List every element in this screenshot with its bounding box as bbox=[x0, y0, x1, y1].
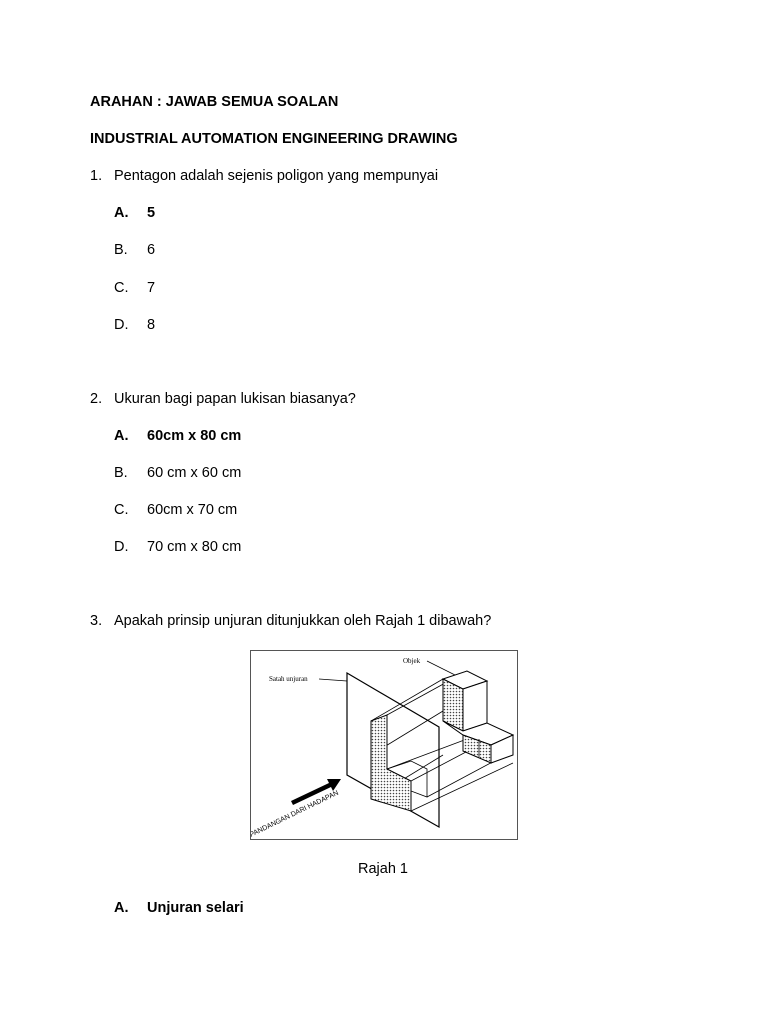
option-text: 60 cm x 60 cm bbox=[147, 465, 242, 481]
option-letter: A. bbox=[114, 205, 129, 221]
instruction-heading: ARAHAN : JAWAB SEMUA SOALAN bbox=[90, 94, 339, 110]
option-letter: D. bbox=[114, 317, 129, 333]
objek-label: Objek bbox=[403, 657, 421, 665]
question-number: 2. bbox=[90, 391, 103, 407]
option-text: 60cm x 70 cm bbox=[147, 502, 238, 518]
option-text: Unjuran selari bbox=[147, 900, 244, 916]
option-letter: B. bbox=[114, 242, 128, 258]
option-letter: A. bbox=[114, 428, 129, 444]
question-text: Ukuran bagi papan lukisan biasanya? bbox=[114, 391, 356, 407]
question-text: Apakah prinsip unjuran ditunjukkan oleh Rajah 1 dibawah? bbox=[114, 613, 492, 629]
option-text: 8 bbox=[147, 317, 156, 333]
subject-heading: INDUSTRIAL AUTOMATION ENGINEERING DRAWING bbox=[90, 131, 458, 147]
question-number: 1. bbox=[90, 168, 103, 184]
projection-diagram bbox=[251, 651, 517, 839]
option-text: 6 bbox=[147, 242, 156, 258]
option-text: 60cm x 80 cm bbox=[147, 428, 242, 444]
option-letter: D. bbox=[114, 539, 129, 555]
option-text: 7 bbox=[147, 280, 156, 296]
option-letter: B. bbox=[114, 465, 128, 481]
option-text: 70 cm x 80 cm bbox=[147, 539, 242, 555]
option-letter: A. bbox=[114, 900, 129, 916]
option-letter: C. bbox=[114, 280, 129, 296]
option-text: 5 bbox=[147, 205, 156, 221]
figure-caption: Rajah 1 bbox=[358, 861, 408, 877]
question-number: 3. bbox=[90, 613, 103, 629]
question-text: Pentagon adalah sejenis poligon yang mempunyai bbox=[114, 168, 439, 184]
projection-figure bbox=[250, 650, 518, 840]
object-side bbox=[463, 681, 487, 731]
satah-label: Satah unjuran bbox=[269, 675, 308, 683]
option-letter: C. bbox=[114, 502, 129, 518]
arrow-label: PANDANGAN DARI HADAPAN bbox=[251, 789, 340, 839]
